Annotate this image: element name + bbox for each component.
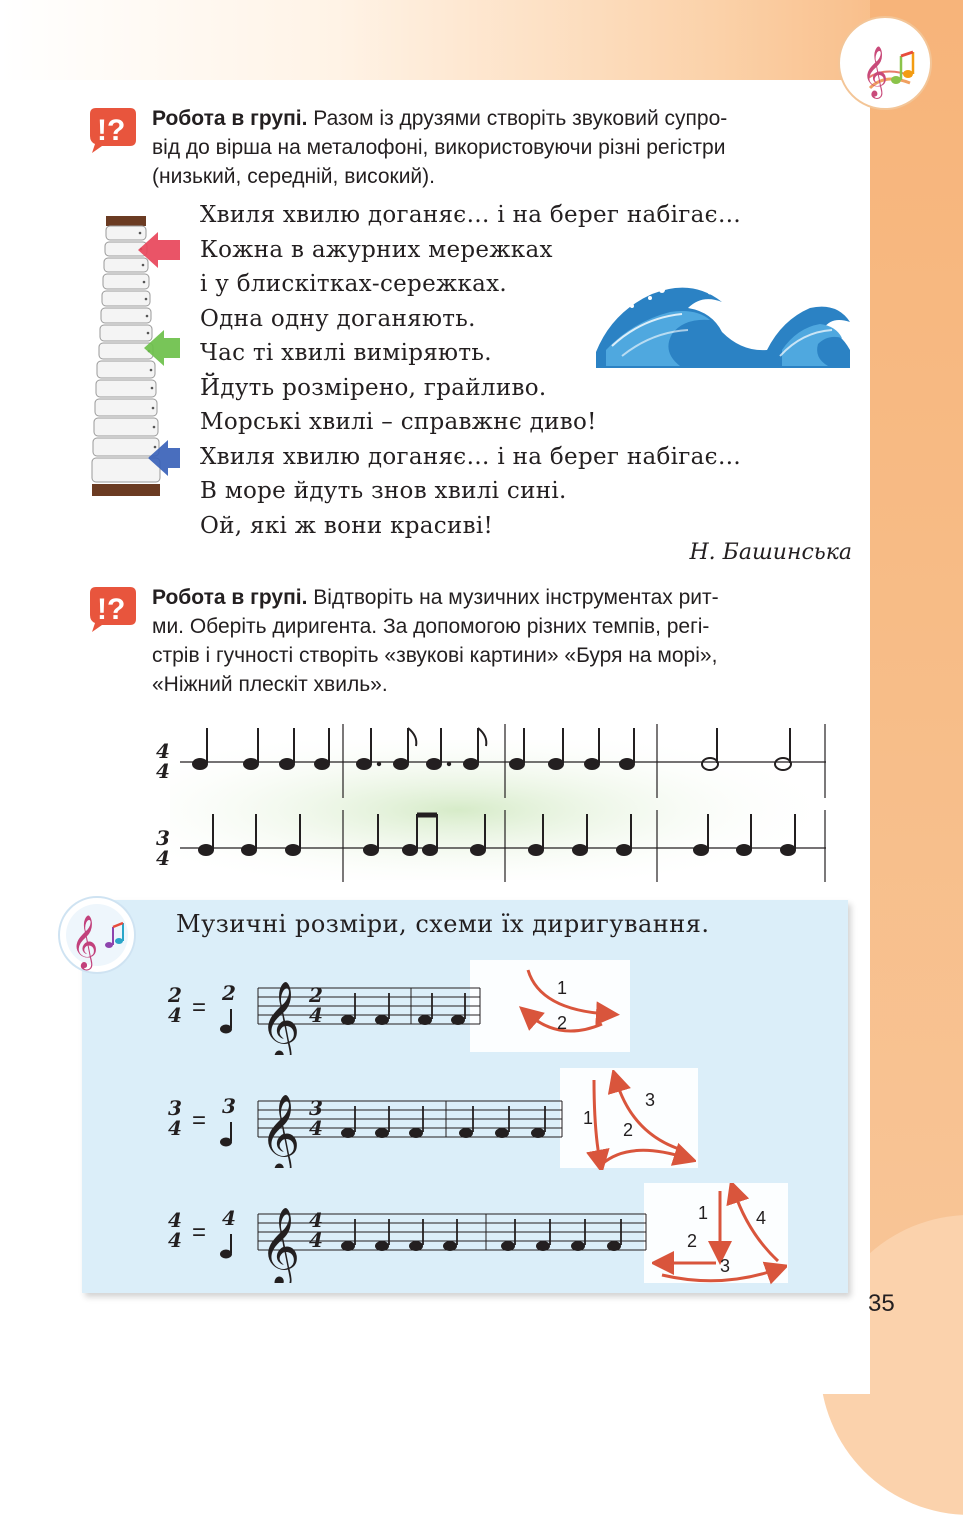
staff-time-signature [306,1098,326,1138]
task2-bold: Робота в групі. [152,586,308,609]
beat-label: 3 [720,1256,731,1276]
poem-author: Н. Башинська [689,540,852,565]
poem-line: Йдуть розмірено, грайливо. [200,374,547,401]
task1-line: від до вірша на металофоні, використовуючи різні регістри [152,136,726,159]
poem-line: і у блискітках-сережках. [200,271,508,297]
metallophone-image [80,212,190,502]
svg-text:𝄞: 𝄞 [260,1094,301,1168]
poem-line: Ой, які ж вони красиві! [200,512,494,539]
meter-fraction [165,1210,185,1250]
meter-bottom: 4 [309,1116,323,1140]
time-signature-bottom: 4 [156,759,170,783]
meter-bottom: 4 [168,1003,182,1027]
beat-label: 4 [756,1208,767,1228]
treble-clef-badge-icon [57,895,137,975]
svg-text:𝄞: 𝄞 [862,46,889,97]
task1-text [152,104,852,191]
equals-sign: = [192,994,207,1021]
meter-beat-count: 4 [222,1206,236,1230]
poem-line: Хвиля хвилю доганяє… і на берег набігає… [200,202,742,228]
meter-bottom: 4 [168,1228,182,1252]
quarter-note-icon [218,1118,238,1148]
quarter-note-icon [218,1005,238,1035]
page-number: 35 [868,1290,895,1317]
meter-bottom: 4 [168,1116,182,1140]
meter-top: 4 [309,1208,323,1232]
question-exclamation-icon [88,106,138,154]
conducting-scheme-2 [510,962,625,1052]
meter-top: 2 [309,983,323,1007]
staff-time-signature [306,985,326,1025]
meter-bottom: 4 [309,1228,323,1252]
beat-label: 1 [698,1203,709,1223]
equals-sign: = [192,1219,207,1246]
beat-label: 1 [583,1108,594,1128]
svg-text:𝄞: 𝄞 [260,1207,301,1283]
equals-sign: = [192,1107,207,1134]
poem-line: В море йдуть знов хвилі сині. [200,478,567,504]
rhythm-time-signature [153,741,173,781]
page-header-band [0,0,963,80]
meter-fraction [165,985,185,1025]
wave-image [592,272,852,372]
beat-label: 2 [623,1120,634,1140]
beat-label: 2 [557,1013,568,1033]
task2-line: ми. Оберіть диригента. За допомогою різних темпів, регі- [152,615,710,638]
poem-line: Морські хвилі – справжнє диво! [200,409,597,435]
time-signature-top: 3 [156,826,170,850]
poem-line: Кожна в ажурних мережках [200,236,553,263]
task1-line: (низький, середній, високий). [152,165,435,188]
conducting-scheme-3 [576,1070,696,1170]
poem-line: Час ті хвилі виміряють. [200,340,492,366]
rhythm-time-signature [153,828,173,868]
meter-top: 3 [168,1096,182,1120]
quarter-note-icon [218,1230,238,1260]
meter-fraction [165,1098,185,1138]
svg-text:𝄞: 𝄞 [260,981,301,1055]
meter-top: 2 [168,983,182,1007]
page-side-band [870,0,963,1394]
question-exclamation-icon [88,585,138,633]
task1-bold: Робота в групі. [152,107,308,130]
meter-bottom: 4 [309,1003,323,1027]
time-signature-bottom: 4 [156,846,170,870]
beat-label: 2 [687,1231,698,1251]
poem-line: Хвиля хвилю доганяє… і на берег набігає… [200,443,742,470]
meter-top: 3 [309,1096,323,1120]
task2-line: стрів і гучності створіть «звукові картини» «Буря на морі», [152,644,718,667]
beat-label: 1 [557,978,568,998]
beat-label: 3 [645,1090,656,1110]
meter-beat-count: 2 [222,981,236,1005]
rhythm-notation [150,720,850,890]
task2-line: «Ніжний плескіт хвиль». [152,673,388,696]
task1-line: Разом із друзями створіть звуковий супро- [307,107,728,130]
meter-beat-count: 3 [222,1094,236,1118]
poem-line: Одна одну доганяють. [200,305,476,332]
staff-time-signature [306,1210,326,1250]
meters-box-title: Музичні розміри, схеми їх диригування. [176,910,710,938]
task2-text [152,583,852,699]
task2-line: Відтворіть на музичних інструментах рит- [307,586,719,609]
svg-text:!?: !? [97,114,126,147]
time-signature-top: 4 [156,739,170,763]
meter-top: 4 [168,1208,182,1232]
svg-text:!?: !? [97,593,126,626]
treble-clef-logo-icon [838,16,932,110]
svg-text:𝄞: 𝄞 [71,914,99,968]
